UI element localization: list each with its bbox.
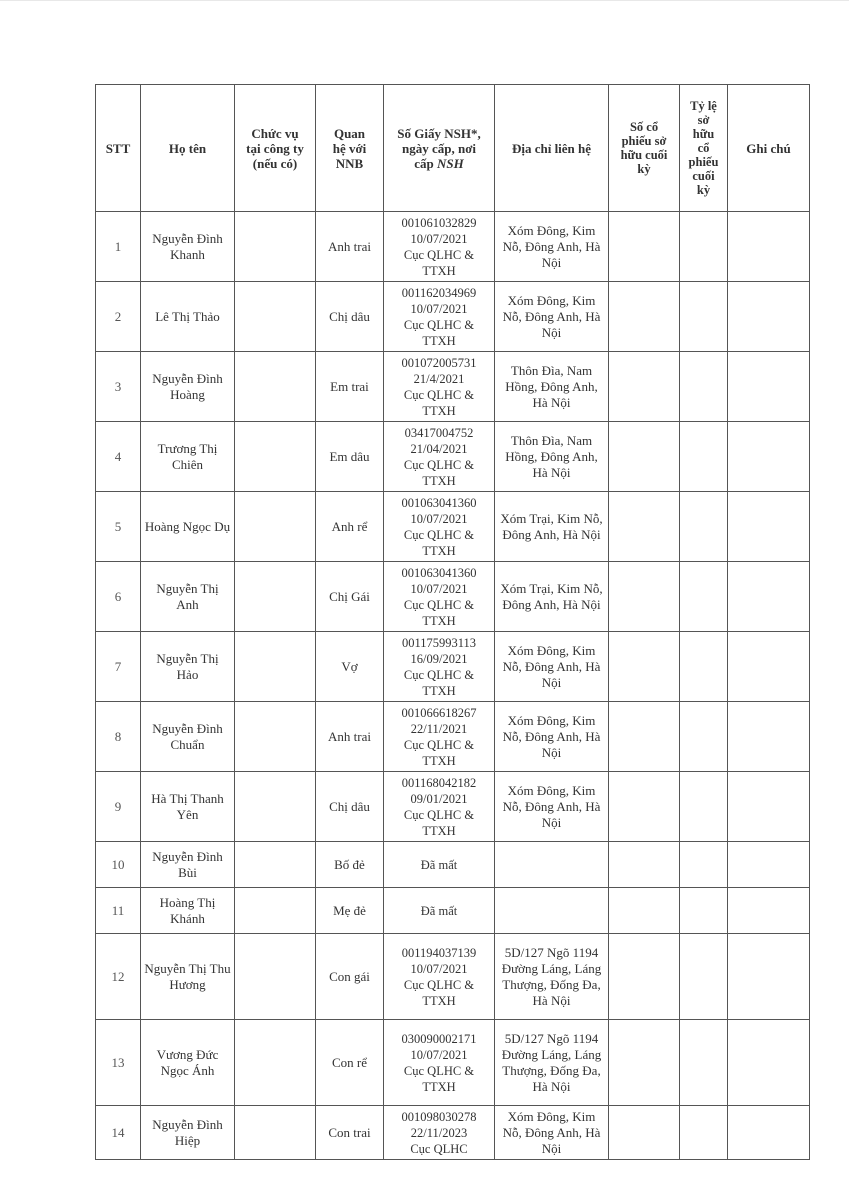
cell-shares <box>609 212 680 282</box>
cell-note <box>728 422 810 492</box>
cell-stt: 14 <box>96 1106 141 1160</box>
cell-shares <box>609 352 680 422</box>
cell-name: Hoàng Ngọc Dụ <box>141 492 235 562</box>
table-row <box>96 842 810 888</box>
cell-note <box>728 352 810 422</box>
table-row <box>96 632 810 702</box>
nsh-line: 001066618267 <box>401 705 477 720</box>
cell-note <box>728 702 810 772</box>
related-persons-table <box>95 84 810 1160</box>
cell-name: Nguyễn Đình Hoàng <box>141 352 235 422</box>
cell-position <box>235 422 316 492</box>
cell-name: Vương Đức Ngọc Ánh <box>141 1020 235 1106</box>
cell-ratio <box>680 772 728 842</box>
nsh-line: 10/07/2021 <box>410 301 468 316</box>
cell-nsh <box>384 842 495 888</box>
nsh-line: Cục QLHC & <box>403 667 475 682</box>
cell-name: Nguyễn Đình Chuẩn <box>141 702 235 772</box>
nsh-line: 03417004752 <box>404 425 474 440</box>
cell-note <box>728 842 810 888</box>
cell-nsh <box>384 1106 495 1160</box>
cell-address: 5D/127 Ngõ 1194 Đường Láng, Láng Thượng, Đống Đa, Hà Nội <box>495 1020 609 1106</box>
nsh-line: 10/07/2021 <box>410 231 468 246</box>
cell-name: Nguyễn Thị Anh <box>141 562 235 632</box>
cell-relation: Em trai <box>316 352 384 422</box>
cell-name: Lê Thị Thảo <box>141 282 235 352</box>
cell-shares <box>609 492 680 562</box>
header-note: Ghi chú <box>728 85 810 212</box>
cell-address: Xóm Đông, Kim Nỗ, Đông Anh, Hà Nội <box>495 1106 609 1160</box>
cell-address: 5D/127 Ngõ 1194 Đường Láng, Láng Thượng, Đống Đa, Hà Nội <box>495 934 609 1020</box>
cell-nsh <box>384 934 495 1020</box>
cell-relation: Chị dâu <box>316 772 384 842</box>
cell-relation: Chị Gái <box>316 562 384 632</box>
nsh-line: Cục QLHC & <box>403 247 475 262</box>
cell-relation: Vợ <box>316 632 384 702</box>
cell-relation: Anh trai <box>316 212 384 282</box>
cell-position <box>235 702 316 772</box>
cell-position <box>235 934 316 1020</box>
nsh-status: Đã mất <box>420 857 458 872</box>
nsh-line: TTXH <box>422 683 456 698</box>
cell-nsh <box>384 562 495 632</box>
nsh-line: 001063041360 <box>401 565 477 580</box>
cell-note <box>728 888 810 934</box>
cell-shares <box>609 422 680 492</box>
cell-position <box>235 772 316 842</box>
nsh-line: Cục QLHC & <box>403 387 475 402</box>
cell-name: Hoàng Thị Khánh <box>141 888 235 934</box>
nsh-line: TTXH <box>422 543 456 558</box>
cell-shares <box>609 702 680 772</box>
nsh-line: Cục QLHC & <box>403 457 475 472</box>
nsh-line: TTXH <box>422 1079 456 1094</box>
header-address: Địa chỉ liên hệ <box>495 85 609 212</box>
header-shares: Số cổ phiếu sở hữu cuối kỳ <box>609 85 680 212</box>
cell-ratio <box>680 888 728 934</box>
nsh-line: TTXH <box>422 333 456 348</box>
cell-address <box>495 888 609 934</box>
cell-note <box>728 632 810 702</box>
cell-name: Hà Thị Thanh Yên <box>141 772 235 842</box>
table-row <box>96 422 810 492</box>
cell-ratio <box>680 352 728 422</box>
cell-position <box>235 842 316 888</box>
cell-ratio <box>680 702 728 772</box>
cell-position <box>235 282 316 352</box>
cell-name: Nguyễn Thị Hảo <box>141 632 235 702</box>
nsh-line: 030090002171 <box>401 1031 477 1046</box>
cell-address <box>495 842 609 888</box>
table-row <box>96 772 810 842</box>
cell-shares <box>609 1020 680 1106</box>
cell-relation: Mẹ đẻ <box>316 888 384 934</box>
cell-position <box>235 492 316 562</box>
cell-nsh <box>384 772 495 842</box>
nsh-line: TTXH <box>422 993 456 1008</box>
cell-shares <box>609 934 680 1020</box>
nsh-line: 001098030278 <box>401 1109 477 1124</box>
nsh-line: Cục QLHC & <box>403 807 475 822</box>
cell-position <box>235 1020 316 1106</box>
cell-name: Nguyễn Đình Hiệp <box>141 1106 235 1160</box>
cell-position <box>235 562 316 632</box>
cell-note <box>728 212 810 282</box>
nsh-line: 001061032829 <box>401 215 477 230</box>
header-stt: STT <box>96 85 141 212</box>
cell-nsh <box>384 632 495 702</box>
cell-nsh <box>384 212 495 282</box>
cell-nsh <box>384 352 495 422</box>
cell-nsh <box>384 702 495 772</box>
cell-note <box>728 1020 810 1106</box>
cell-relation: Em dâu <box>316 422 384 492</box>
table-row <box>96 1106 810 1160</box>
cell-name: Nguyễn Đình Bùi <box>141 842 235 888</box>
cell-note <box>728 772 810 842</box>
cell-shares <box>609 772 680 842</box>
cell-note <box>728 1106 810 1160</box>
nsh-line: Cục QLHC & <box>403 977 475 992</box>
cell-position <box>235 212 316 282</box>
cell-relation: Anh trai <box>316 702 384 772</box>
cell-stt: 11 <box>96 888 141 934</box>
cell-note <box>728 562 810 632</box>
cell-shares <box>609 1106 680 1160</box>
nsh-line: 001162034969 <box>401 285 477 300</box>
cell-name: Nguyễn Thị Thu Hương <box>141 934 235 1020</box>
nsh-line: 21/04/2021 <box>410 441 468 456</box>
cell-relation: Anh rể <box>316 492 384 562</box>
cell-stt: 12 <box>96 934 141 1020</box>
nsh-line: TTXH <box>422 263 456 278</box>
cell-address: Xóm Đông, Kim Nỗ, Đông Anh, Hà Nội <box>495 632 609 702</box>
nsh-line: 001168042182 <box>401 775 477 790</box>
nsh-line: 001175993113 <box>401 635 477 650</box>
cell-stt: 3 <box>96 352 141 422</box>
nsh-line: TTXH <box>422 823 456 838</box>
nsh-line: TTXH <box>422 403 456 418</box>
cell-relation: Chị dâu <box>316 282 384 352</box>
nsh-line: 10/07/2021 <box>410 511 468 526</box>
nsh-line: 21/4/2021 <box>413 371 465 386</box>
cell-position <box>235 888 316 934</box>
cell-address: Xóm Trại, Kim Nỗ, Đông Anh, Hà Nội <box>495 562 609 632</box>
cell-stt: 4 <box>96 422 141 492</box>
cell-nsh <box>384 888 495 934</box>
header-ratio: Tỷ lệ sở hữu cổ phiếu cuối kỳ <box>680 85 728 212</box>
table-row <box>96 888 810 934</box>
table-row <box>96 1020 810 1106</box>
cell-position <box>235 632 316 702</box>
header-relation: Quan hệ với NNB <box>316 85 384 212</box>
cell-note <box>728 492 810 562</box>
table-row <box>96 352 810 422</box>
cell-shares <box>609 562 680 632</box>
cell-address: Thôn Đìa, Nam Hồng, Đông Anh, Hà Nội <box>495 352 609 422</box>
nsh-line: Cục QLHC & <box>403 1063 475 1078</box>
cell-shares <box>609 842 680 888</box>
cell-stt: 6 <box>96 562 141 632</box>
cell-note <box>728 282 810 352</box>
cell-stt: 8 <box>96 702 141 772</box>
nsh-line: 001194037139 <box>401 945 477 960</box>
cell-ratio <box>680 562 728 632</box>
nsh-line: Cục QLHC & <box>403 317 475 332</box>
nsh-line: 10/07/2021 <box>410 1047 468 1062</box>
cell-stt: 9 <box>96 772 141 842</box>
cell-position <box>235 1106 316 1160</box>
nsh-line: 22/11/2023 <box>410 1125 468 1140</box>
cell-address: Xóm Trại, Kim Nỗ, Đông Anh, Hà Nội <box>495 492 609 562</box>
nsh-line: 001072005731 <box>401 355 477 370</box>
cell-note <box>728 934 810 1020</box>
cell-stt: 5 <box>96 492 141 562</box>
cell-address: Thôn Đìa, Nam Hồng, Đông Anh, Hà Nội <box>495 422 609 492</box>
cell-stt: 1 <box>96 212 141 282</box>
cell-ratio <box>680 422 728 492</box>
nsh-line: 09/01/2021 <box>410 791 468 806</box>
table-row <box>96 934 810 1020</box>
cell-ratio <box>680 492 728 562</box>
nsh-line: Cục QLHC & <box>403 527 475 542</box>
cell-ratio <box>680 842 728 888</box>
cell-stt: 2 <box>96 282 141 352</box>
nsh-line: 16/09/2021 <box>410 651 468 666</box>
cell-ratio <box>680 934 728 1020</box>
nsh-line: 22/11/2021 <box>410 721 468 736</box>
header-position: Chức vụ tại công ty (nếu có) <box>235 85 316 212</box>
cell-ratio <box>680 632 728 702</box>
cell-shares <box>609 632 680 702</box>
nsh-line: TTXH <box>422 473 456 488</box>
cell-relation: Con rể <box>316 1020 384 1106</box>
cell-nsh <box>384 282 495 352</box>
cell-name: Nguyễn Đình Khanh <box>141 212 235 282</box>
cell-ratio <box>680 282 728 352</box>
cell-relation: Con trai <box>316 1106 384 1160</box>
cell-ratio <box>680 212 728 282</box>
table-row <box>96 282 810 352</box>
cell-nsh <box>384 1020 495 1106</box>
cell-shares <box>609 888 680 934</box>
header-nsh: Số Giấy NSH*, ngày cấp, nơi cấp NSH <box>384 85 495 212</box>
cell-stt: 13 <box>96 1020 141 1106</box>
cell-stt: 10 <box>96 842 141 888</box>
table-row <box>96 702 810 772</box>
cell-name: Trương Thị Chiên <box>141 422 235 492</box>
cell-relation: Bố đẻ <box>316 842 384 888</box>
cell-position <box>235 352 316 422</box>
cell-relation: Con gái <box>316 934 384 1020</box>
table-row <box>96 562 810 632</box>
table-row <box>96 492 810 562</box>
nsh-line: Cục QLHC & <box>403 597 475 612</box>
nsh-status: Đã mất <box>420 903 458 918</box>
cell-shares <box>609 282 680 352</box>
cell-nsh <box>384 492 495 562</box>
nsh-line: TTXH <box>422 613 456 628</box>
nsh-line: 10/07/2021 <box>410 961 468 976</box>
cell-address: Xóm Đông, Kim Nỗ, Đông Anh, Hà Nội <box>495 282 609 352</box>
nsh-line: Cục QLHC <box>410 1141 468 1156</box>
cell-stt: 7 <box>96 632 141 702</box>
cell-address: Xóm Đông, Kim Nỗ, Đông Anh, Hà Nội <box>495 772 609 842</box>
header-row <box>96 85 810 212</box>
header-name: Họ tên <box>141 85 235 212</box>
nsh-line: Cục QLHC & <box>403 737 475 752</box>
cell-nsh <box>384 422 495 492</box>
nsh-line: 001063041360 <box>401 495 477 510</box>
nsh-line: TTXH <box>422 753 456 768</box>
cell-ratio <box>680 1020 728 1106</box>
cell-address: Xóm Đông, Kim Nỗ, Đông Anh, Hà Nội <box>495 702 609 772</box>
table-row <box>96 212 810 282</box>
cell-address: Xóm Đông, Kim Nỗ, Đông Anh, Hà Nội <box>495 212 609 282</box>
cell-ratio <box>680 1106 728 1160</box>
nsh-line: 10/07/2021 <box>410 581 468 596</box>
